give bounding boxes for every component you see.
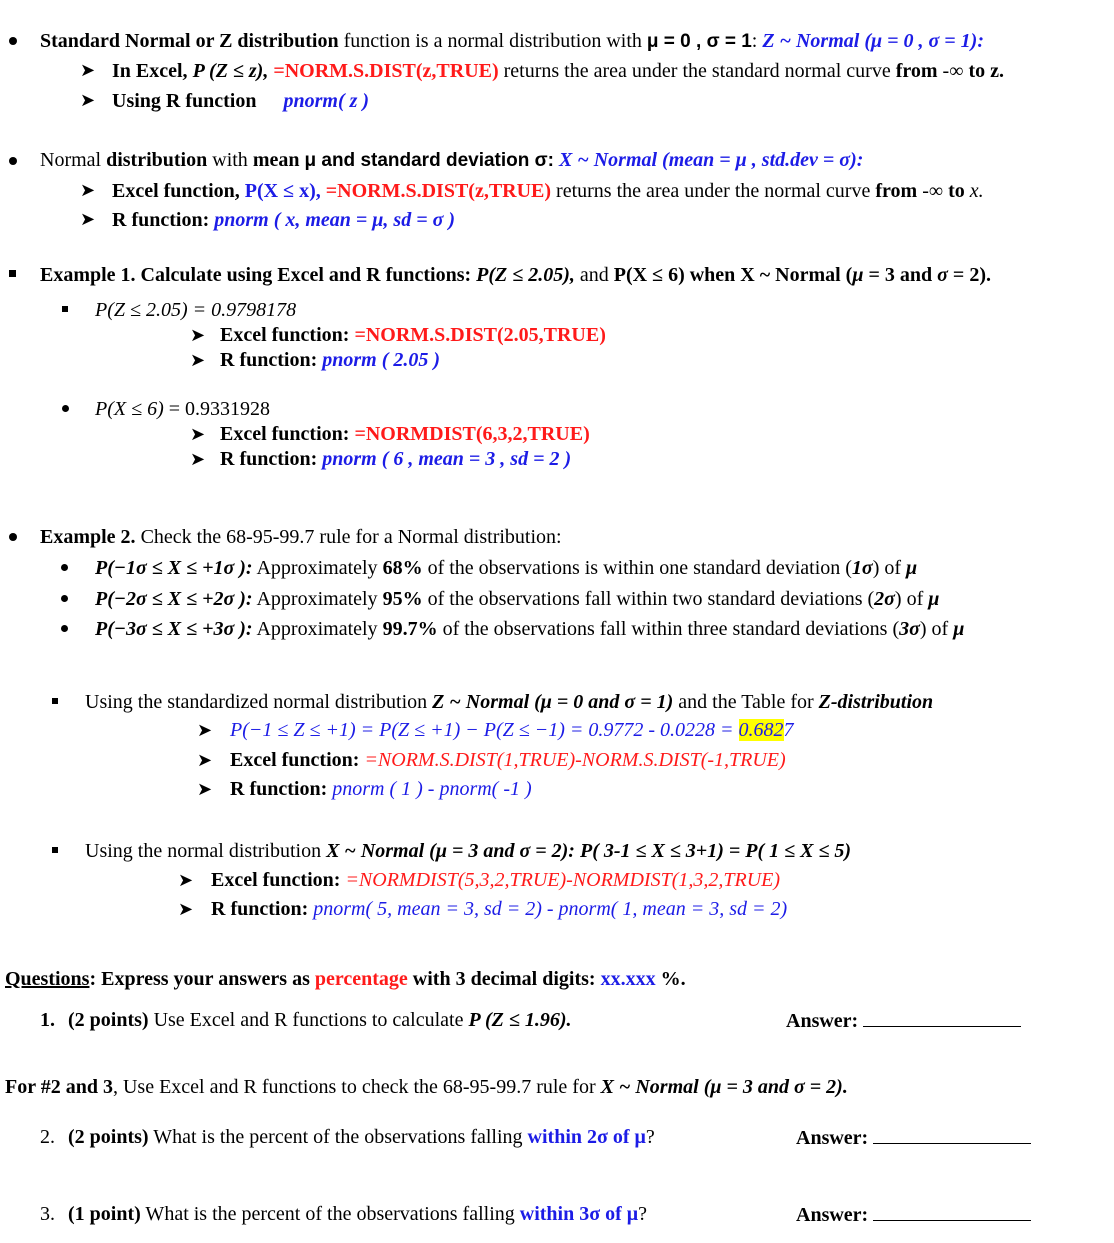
text: mean [252, 149, 305, 171]
text: 1. [40, 1009, 55, 1031]
text: 0.682 [738, 719, 784, 741]
text: =NORMDIST(6,3,2,TRUE) [354, 423, 590, 445]
text: R function: [112, 209, 215, 231]
example1-x-head [95, 397, 270, 421]
text: P(X ≤ x), [244, 180, 326, 202]
text: -∞ [917, 180, 949, 202]
example1-z-head: P(Z ≤ 2.05) = 0.9798178 [95, 299, 297, 321]
text: = 0.9331928 [163, 398, 271, 420]
questions-heading [5, 967, 686, 991]
text: μ [852, 264, 864, 286]
text: Check the 68-95-99.7 rule for a Normal distribution: [135, 526, 562, 548]
std-normal-line [40, 29, 984, 54]
text: P (Z ≤ z), [192, 60, 274, 82]
text: and the Table for [673, 691, 819, 713]
text: Use Excel and R functions to calculate [148, 1009, 469, 1031]
text: Using R function [112, 90, 262, 112]
arrowhead-icon: ➤ [80, 60, 96, 81]
text: Using the standardized normal distribution [85, 691, 433, 713]
text: Example 1. Calculate using Excel and R functions: [40, 264, 477, 286]
text: to [948, 180, 965, 202]
answer-1 [786, 1008, 1021, 1033]
text: ? [638, 1203, 647, 1225]
normal-method-line [85, 839, 851, 863]
text: from [895, 60, 938, 82]
arrowhead-icon: ➤ [178, 899, 194, 920]
example1-x-r [220, 447, 571, 471]
text: σ [937, 264, 948, 286]
text: R function: [230, 778, 333, 800]
text: P(−2σ ≤ X ≤ +2σ ): [95, 588, 253, 610]
text: : [751, 30, 763, 52]
text: P (Z ≤ 1.96). [468, 1009, 572, 1031]
arrowhead-icon: ➤ [190, 350, 206, 371]
text: percentage [314, 968, 408, 990]
text: Using the normal distribution [85, 840, 327, 862]
text: 2. [40, 1126, 55, 1148]
text: R function: [220, 349, 323, 371]
text: =NORM.S.DIST(2.05,TRUE) [354, 324, 606, 346]
bullet-square [62, 306, 68, 312]
text: μ = 0 , σ = 1 [646, 31, 752, 52]
for-2-3-line [5, 1075, 848, 1099]
answer-2 [796, 1125, 1031, 1150]
answer-2-blank[interactable] [873, 1125, 1031, 1144]
text: Approximately [252, 588, 383, 610]
text: μ and standard deviation σ: [304, 150, 554, 171]
text: with [207, 149, 253, 171]
bullet-dot [62, 405, 69, 412]
text: =NORM.S.DIST(z,TRUE) [325, 180, 552, 202]
text: P(−1 ≤ Z ≤ +1) = P(Z ≤ +1) − P(Z ≤ −1) = 0.9772 - 0.0228 = [230, 719, 739, 741]
question-3 [40, 1202, 647, 1226]
example1-z-excel [220, 323, 606, 347]
text: = 2). [947, 264, 991, 286]
normal-method-excel [211, 868, 780, 892]
text: P(Z ≤ 2.05), [476, 264, 575, 286]
text: Z ~ Normal (μ = 0 and σ = 1) [432, 691, 674, 713]
bullet-dot [61, 625, 68, 632]
text: pnorm ( 6 , mean = 3 , sd = 2 ) [322, 448, 572, 470]
text: pnorm( z ) [283, 90, 370, 112]
arrowhead-icon: ➤ [190, 449, 206, 470]
text: Excel function, [112, 180, 245, 202]
text: Excel function: [230, 749, 365, 771]
arrowhead-icon: ➤ [197, 779, 213, 800]
text: Z ~ Normal (μ = 0 , σ = 1): [762, 30, 984, 52]
bullet-square [9, 270, 16, 277]
text: 95% [382, 588, 423, 610]
text: with 3 decimal digits: [407, 968, 601, 990]
text: %. [655, 968, 686, 990]
text: P(−3σ ≤ X ≤ +3σ ): [95, 618, 253, 640]
text: P(X ≤ 6) [95, 398, 164, 420]
text: =NORM.S.DIST(1,TRUE)-NORM.S.DIST(-1,TRUE) [364, 749, 786, 771]
text: pnorm( 5, mean = 3, sd = 2) - pnorm( 1, mean = 3, sd = 2) [313, 898, 788, 920]
text: (1 point) [68, 1203, 141, 1225]
text: from [875, 180, 918, 202]
text: and [574, 264, 614, 286]
text: ? [645, 1126, 655, 1148]
answer-3 [796, 1202, 1031, 1227]
normal-r-line [112, 208, 455, 232]
text: Excel function: [211, 869, 346, 891]
text: Excel function: [220, 324, 355, 346]
text: function is a normal distribution with [338, 30, 647, 52]
text: -∞ [937, 60, 969, 82]
text: returns the area under the normal curve [551, 180, 876, 202]
text: Questions [5, 968, 90, 990]
example2-rule-1 [95, 556, 917, 580]
normal-method-r [211, 897, 787, 921]
text: =NORM.S.DIST(z,TRUE) [273, 60, 499, 82]
std-r-line [112, 89, 369, 113]
arrowhead-icon: ➤ [190, 325, 206, 346]
text: 3. [40, 1203, 55, 1225]
example2-rule-3 [95, 617, 964, 641]
text: P(X ≤ 6) when X ~ Normal ( [613, 264, 853, 286]
text: X ~ Normal (mean = μ , std.dev = σ): [553, 149, 864, 171]
arrowhead-icon: ➤ [197, 720, 213, 741]
text: Approximately [252, 557, 383, 579]
text: Excel function: [220, 423, 355, 445]
text: X ~ Normal (μ = 3 and σ = 2): P( 3-1 ≤ X ≤ 3+1) = P( 1 ≤ X ≤ 5) [326, 840, 852, 862]
example1-z-r [220, 348, 440, 372]
std-method-excel [230, 748, 786, 772]
text: μ [906, 557, 918, 579]
arrowhead-icon: ➤ [80, 209, 96, 230]
example2-line [40, 525, 562, 549]
bullet-dot [9, 533, 17, 541]
text: Approximately [252, 618, 383, 640]
text: Answer: [786, 1010, 859, 1032]
text: X ~ Normal (μ = 3 and σ = 2). [600, 1076, 848, 1098]
text: = 3 and [863, 264, 938, 286]
text: returns the area under the standard normal curve [498, 60, 896, 82]
text: =NORMDIST(5,3,2,TRUE)-NORMDIST(1,3,2,TRUE) [345, 869, 781, 891]
arrowhead-icon: ➤ [80, 90, 96, 111]
text: pnorm ( x, mean = μ, sd = σ ) [214, 209, 456, 231]
text: : Express your answers as [89, 968, 315, 990]
arrowhead-icon: ➤ [190, 424, 206, 445]
text: 68% [382, 557, 423, 579]
text: xx.xxx [600, 968, 656, 990]
text: What is the percent of the observations falling [140, 1203, 520, 1225]
text: μ [928, 588, 940, 610]
example1-line [40, 263, 991, 287]
text: pnorm ( 2.05 ) [322, 349, 441, 371]
text: (2 points) [68, 1009, 149, 1031]
text: P(−1σ ≤ X ≤ +1σ ): [95, 557, 253, 579]
text: Standard Normal or Z distribution [40, 30, 339, 52]
text: What is the percent of the observations falling [148, 1126, 528, 1148]
arrowhead-icon: ➤ [80, 180, 96, 201]
arrowhead-icon: ➤ [197, 750, 213, 771]
answer-1-blank[interactable] [863, 1008, 1021, 1027]
text: ) of [872, 557, 907, 579]
text: 2σ [874, 588, 895, 610]
text: Answer: [796, 1204, 869, 1226]
text: of the observations is within one standard deviation ( [422, 557, 852, 579]
text: within 2σ of μ [527, 1126, 646, 1148]
text: R function: [220, 448, 323, 470]
text: R function: [211, 898, 314, 920]
text: For #2 and 3 [5, 1076, 113, 1098]
normal-line [40, 148, 863, 173]
text: distribution [106, 149, 208, 171]
bullet-dot [9, 37, 17, 45]
example2-rule-2 [95, 587, 939, 611]
text: to z. [968, 60, 1005, 82]
std-method-calc [230, 718, 794, 742]
std-excel-line [112, 59, 1004, 83]
text: of the observations fall within three standard deviations ( [437, 618, 900, 640]
text: In Excel, [112, 60, 193, 82]
text: Z-distribution [818, 691, 934, 713]
text: , Use Excel and R functions to check the 68-95-99.7 rule for [112, 1076, 601, 1098]
question-1 [40, 1008, 571, 1032]
text: 3σ [899, 618, 920, 640]
example1-x-excel [220, 422, 590, 446]
text: of the observations fall within two standard deviations ( [422, 588, 875, 610]
text: (2 points) [68, 1126, 149, 1148]
std-method-line [85, 690, 933, 714]
text: within 3σ of μ [519, 1203, 639, 1225]
text: 99.7% [382, 618, 438, 640]
text: x. [964, 180, 984, 202]
answer-3-blank[interactable] [873, 1202, 1031, 1221]
text: Normal [40, 149, 107, 171]
bullet-square [52, 847, 58, 853]
text: ) of [919, 618, 954, 640]
bullet-dot [9, 157, 17, 165]
text: 1σ [851, 557, 873, 579]
normal-excel-line [112, 179, 984, 203]
std-method-r [230, 777, 532, 801]
text: ) of [894, 588, 929, 610]
text: 7 [783, 719, 794, 741]
bullet-dot [61, 564, 68, 571]
text: Answer: [796, 1127, 869, 1149]
question-2 [40, 1125, 655, 1149]
bullet-dot [61, 595, 68, 602]
bullet-square [52, 698, 58, 704]
text: Example 2. [40, 526, 136, 548]
arrowhead-icon: ➤ [178, 870, 194, 891]
text: μ [953, 618, 965, 640]
text: pnorm ( 1 ) - pnorm( -1 ) [332, 778, 532, 800]
